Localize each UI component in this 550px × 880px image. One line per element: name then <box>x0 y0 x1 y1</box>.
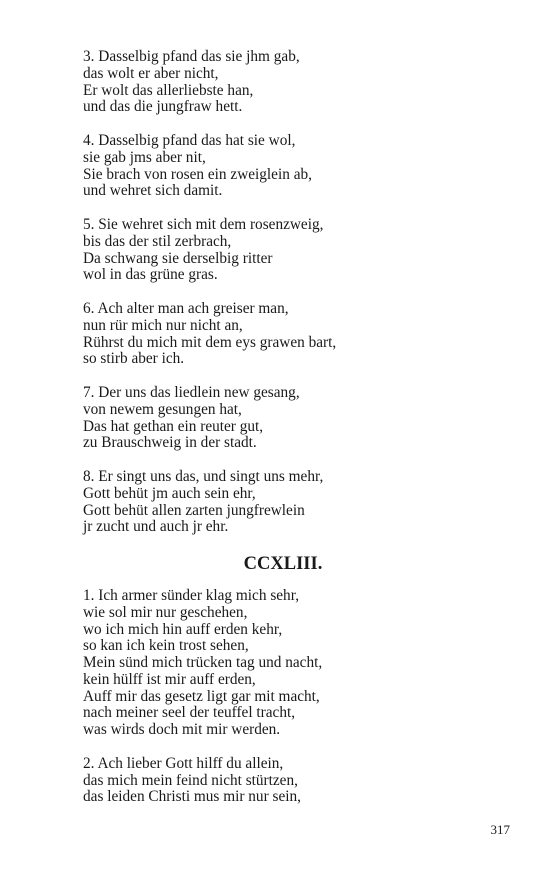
verse-line: das leiden Christi mus mir nur sein, <box>83 788 301 806</box>
stanza <box>83 301 483 368</box>
stanza <box>83 385 483 452</box>
verse-line: und das die jungfraw hett. <box>83 98 243 116</box>
stanza-list-after <box>83 588 483 806</box>
verse-line: nach meiner seel der teuffel tracht, <box>83 704 296 722</box>
verse-line: 8. Er singt uns das, und singt uns mehr, <box>83 467 324 485</box>
verse-line: 4. Dasselbig pfand das hat sie wol, <box>83 131 296 149</box>
verse-line: was wirds doch mit mir werden. <box>83 721 281 739</box>
verse-line: bis das der stil zerbrach, <box>83 232 232 250</box>
verse-line: 5. Sie wehret sich mit dem rosenzweig, <box>83 215 324 233</box>
page-number: 317 <box>490 822 510 837</box>
verse-line: von newem gesungen hat, <box>83 400 242 418</box>
verse-line: das mich mein feind nicht stürtzen, <box>83 771 298 789</box>
verse-line: 7. Der uns das liedlein new gesang, <box>83 383 300 401</box>
verse-line: so stirb aber ich. <box>83 350 185 368</box>
verse-line: Gott behüt allen zarten jungfrewlein <box>83 501 305 519</box>
verse-line: jr zucht und auch jr ehr. <box>83 518 229 536</box>
verse-line: und wehret sich damit. <box>83 182 223 200</box>
stanza <box>83 49 483 116</box>
verse-line: Auff mir das gesetz ligt gar mit macht, <box>83 687 320 705</box>
stanza <box>83 756 483 806</box>
verse-line: Mein sünd mich trücken tag und nacht, <box>83 654 323 672</box>
stanza <box>83 588 483 739</box>
verse-line: Da schwang sie derselbig ritter <box>83 249 273 267</box>
stanza <box>83 469 483 536</box>
verse-line: wo ich mich hin auff erden kehr, <box>83 620 283 638</box>
verse-line: das wolt er aber nicht, <box>83 64 219 82</box>
stanza <box>83 133 483 200</box>
verse-line: wol in das grüne gras. <box>83 266 218 284</box>
verse-line: zu Brauschweig in der stadt. <box>83 434 257 452</box>
song-heading: CCXLIII. <box>243 553 323 574</box>
verse-line: 6. Ach alter man ach greiser man, <box>83 299 289 317</box>
verse-line: Das hat gethan ein reuter gut, <box>83 417 264 435</box>
page-text <box>83 49 483 823</box>
verse-line: 2. Ach lieber Gott hilff du allein, <box>83 754 284 772</box>
verse-line: Gott behüt jm auch sein ehr, <box>83 484 256 502</box>
verse-line: so kan ich kein trost sehen, <box>83 637 249 655</box>
verse-line: wie sol mir nur geschehen, <box>83 603 248 621</box>
verse-line: nun rür mich nur nicht an, <box>83 316 243 334</box>
stanza <box>83 217 483 284</box>
stanza-list-before <box>83 49 483 536</box>
verse-line: Sie brach von rosen ein zweiglein ab, <box>83 165 312 183</box>
verse-line: sie gab jms aber nit, <box>83 148 206 166</box>
verse-line: 3. Dasselbig pfand das sie jhm gab, <box>83 48 300 65</box>
verse-line: Rührst du mich mit dem eys grawen bart, <box>83 333 337 351</box>
verse-line: Er wolt das allerliebste han, <box>83 81 254 99</box>
verse-line: 1. Ich armer sünder klag mich sehr, <box>83 586 300 604</box>
verse-line: kein hülff ist mir auff erden, <box>83 670 256 688</box>
